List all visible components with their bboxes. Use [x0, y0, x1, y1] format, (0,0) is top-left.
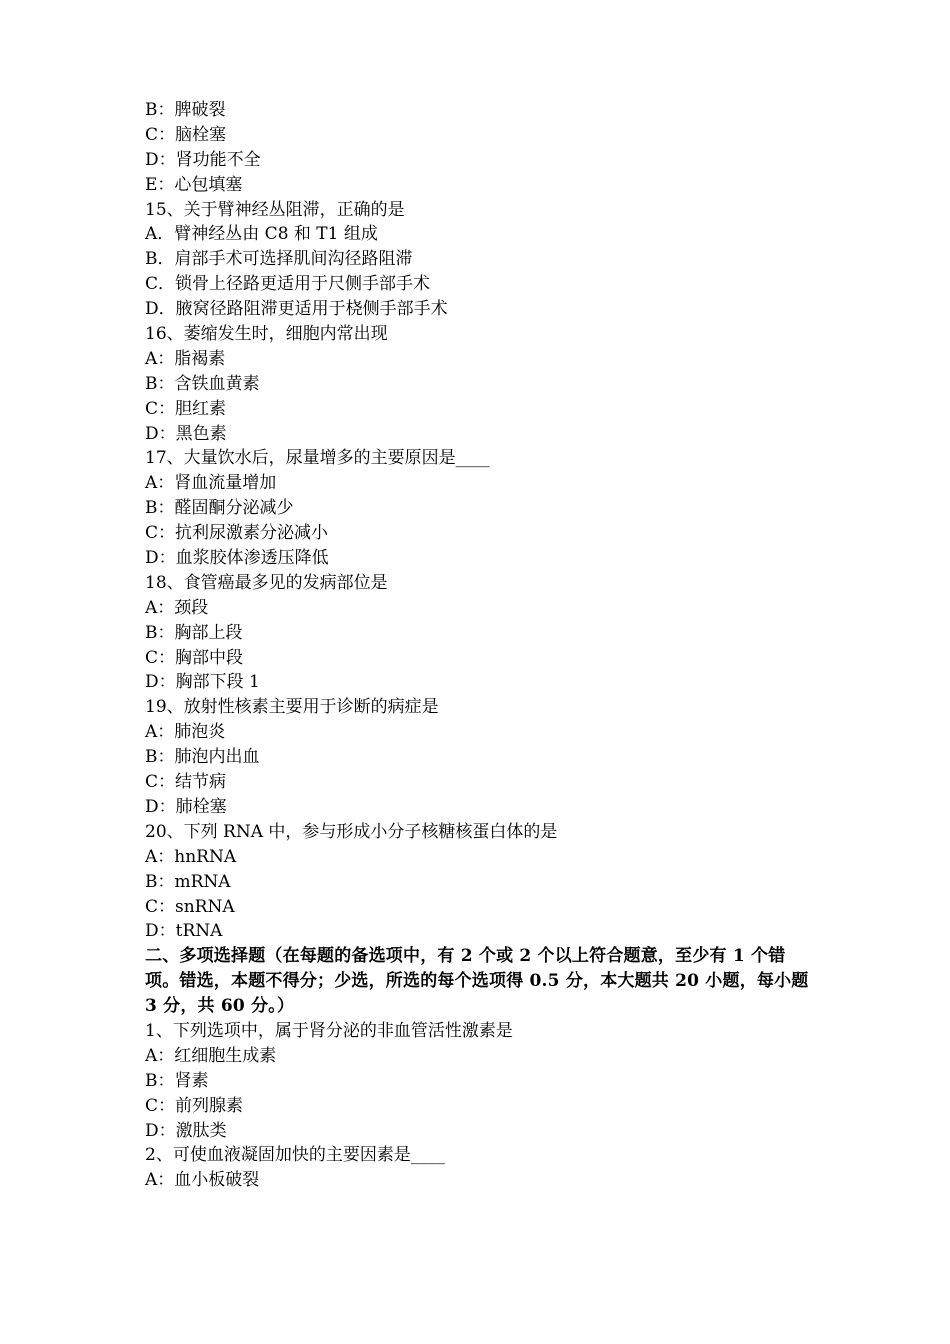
- question-18: 18、食管癌最多见的发病部位是: [145, 572, 388, 593]
- question-16: 16、萎缩发生时，细胞内常出现: [145, 324, 388, 345]
- option-c: C．锁骨上径路更适用于尺侧手部手术: [145, 274, 431, 295]
- document-page: [145, 98, 810, 1193]
- option-a: A：红细胞生成素: [145, 1045, 277, 1066]
- question-17: 17、大量饮水后，尿量增多的主要原因是____: [145, 448, 490, 469]
- option-a: A：肾血流量增加: [145, 473, 277, 494]
- question-2: 2、可使血液凝固加快的主要因素是____: [145, 1145, 445, 1166]
- option-b: B：mRNA: [145, 871, 231, 892]
- option-a: A：血小板破裂: [145, 1170, 260, 1191]
- option-c: C：前列腺素: [145, 1095, 244, 1116]
- option-d: D：tRNA: [145, 921, 223, 942]
- option-b: B：含铁血黄素: [145, 373, 260, 394]
- option-c: C：抗利尿激素分泌减小: [145, 523, 329, 544]
- option-b: B．肩部手术可选择肌间沟径路阻滞: [145, 249, 413, 270]
- option-a: A：脂褐素: [145, 348, 226, 369]
- option-b: B：脾破裂: [145, 100, 226, 120]
- option-d: D：血浆胶体渗透压降低: [145, 548, 329, 569]
- option-e: E：心包填塞: [145, 174, 243, 195]
- question-20: 20、下列 RNA 中，参与形成小分子核糖核蛋白体的是: [145, 821, 558, 842]
- question-15: 15、关于臂神经丛阻滞，正确的是: [145, 199, 405, 220]
- option-a: A：颈段: [145, 597, 209, 618]
- option-c: C：结节病: [145, 772, 227, 793]
- question-1: 1、下列选项中，属于肾分泌的非血管活性激素是: [145, 1021, 513, 1041]
- option-c: C：胸部中段: [145, 647, 244, 668]
- option-d: D：肺栓塞: [145, 796, 227, 817]
- option-b: B：肾素: [145, 1070, 209, 1091]
- option-d: D：肾功能不全: [145, 149, 261, 170]
- option-c: C：胆红素: [145, 398, 227, 419]
- option-b: B：醛固酮分泌减少: [145, 498, 294, 519]
- option-a: A．臂神经丛由 C8 和 T1 组成: [145, 224, 378, 245]
- option-c: C：snRNA: [145, 896, 235, 917]
- option-d: D：胸部下段 1: [145, 672, 260, 693]
- option-b: B：胸部上段: [145, 622, 243, 643]
- section-heading-multiple-choice: 二、多项选择题（在每题的备选项中，有 2 个或 2 个以上符合题意，至少有 1 个错项。错选，本题不得分；少选，所选的每个选项得 0.5 分，本大题共 20 小题，每小题 3 分，共 60 分。）: [145, 946, 809, 1017]
- option-c: C：脑栓塞: [145, 124, 227, 145]
- option-d: D．腋窝径路阻滞更适用于桡侧手部手术: [145, 299, 448, 320]
- option-b: B：肺泡内出血: [145, 747, 260, 768]
- option-d: D：黑色素: [145, 423, 227, 444]
- question-19: 19、放射性核素主要用于诊断的病症是: [145, 697, 439, 718]
- option-a: A：肺泡炎: [145, 722, 226, 743]
- option-d: D：激肽类: [145, 1120, 227, 1141]
- option-a: A：hnRNA: [145, 846, 237, 867]
